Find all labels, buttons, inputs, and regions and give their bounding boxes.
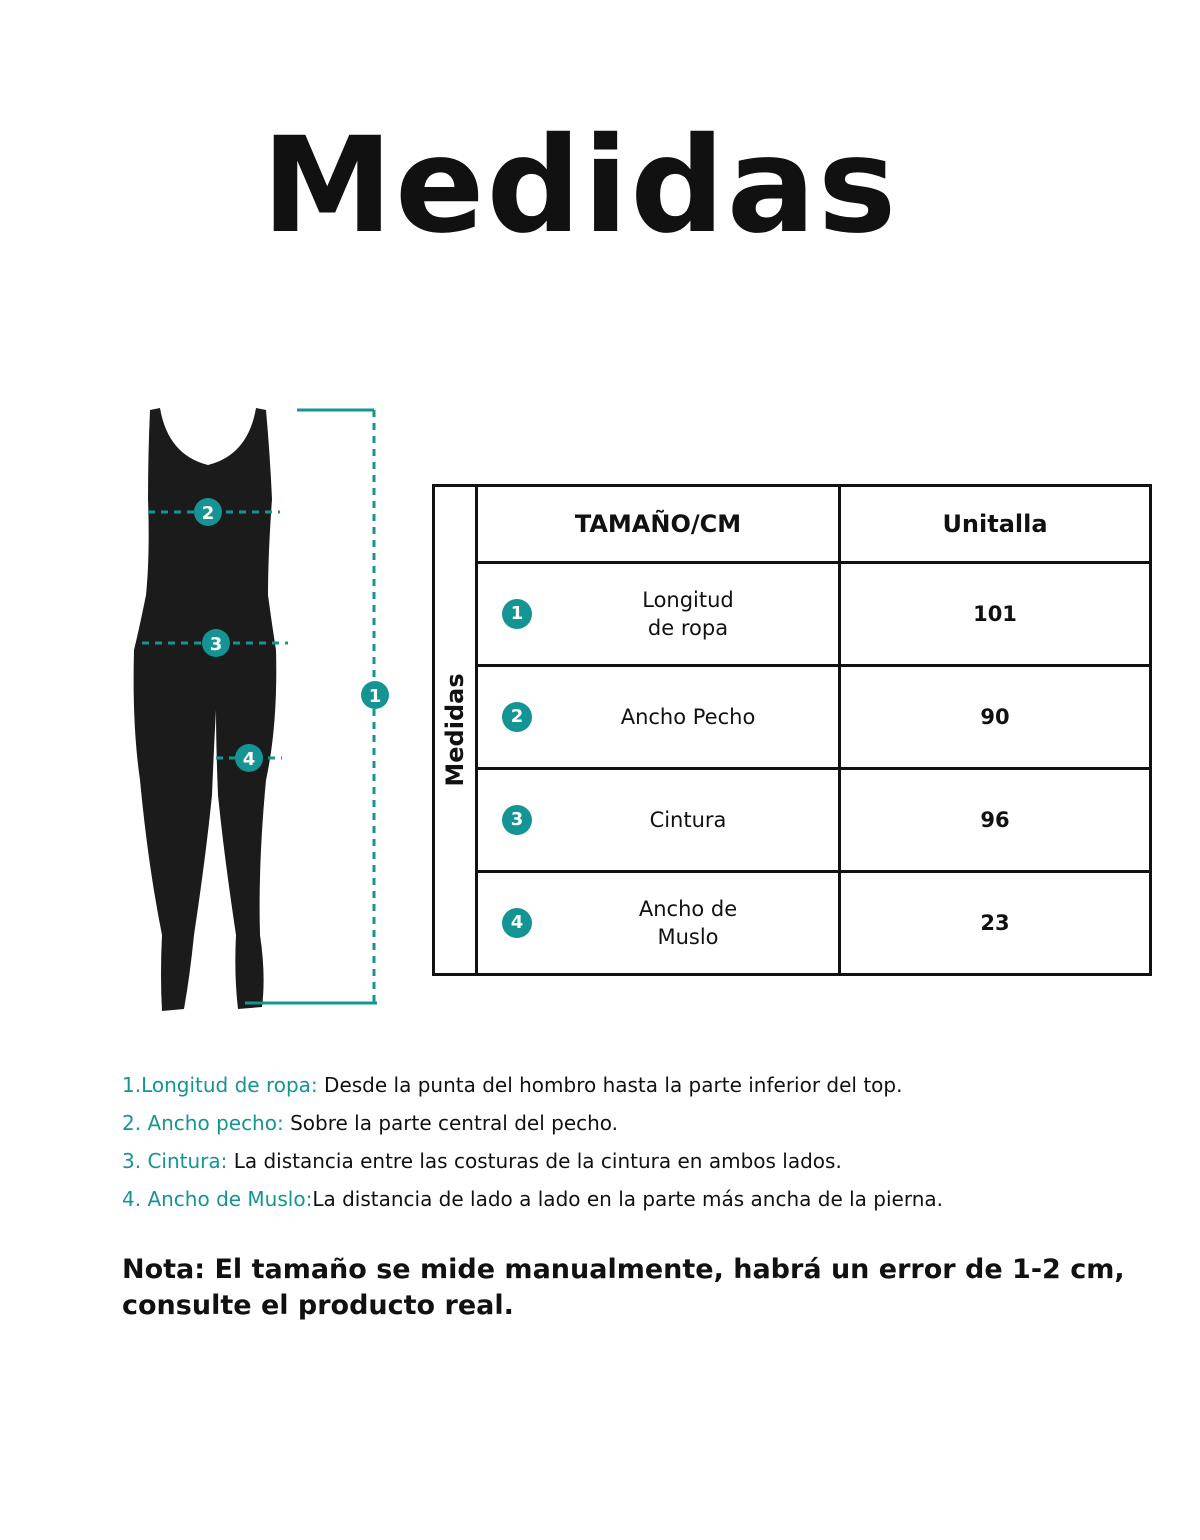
page-title: Medidas — [261, 109, 899, 263]
definition-term: 3. Cintura: — [122, 1149, 228, 1173]
jumpsuit-illustration — [120, 395, 410, 1025]
marker-1 — [361, 681, 389, 709]
row-name-cell — [477, 872, 840, 975]
side-label: Medidas — [441, 673, 469, 787]
definition-text: Sobre la parte central del pecho. — [283, 1111, 619, 1135]
note-text: Nota: El tamaño se mide manualmente, habrá un error de 1-2 cm, consulte el producto real. — [122, 1254, 1125, 1321]
row-label: Ancho Pecho — [620, 705, 756, 729]
definition-item — [122, 1066, 1162, 1104]
row-label: Longitud de ropa — [642, 588, 734, 640]
svg-text:4: 4 — [242, 749, 256, 770]
marker-2 — [194, 498, 222, 526]
definition-text: La distancia entre las costuras de la cintura en ambos lados. — [227, 1149, 842, 1173]
number-badge: 3 — [502, 805, 532, 835]
row-value: 101 — [840, 563, 1151, 666]
marker-4 — [235, 744, 263, 772]
definition-item — [122, 1180, 1162, 1218]
svg-text:2: 2 — [201, 503, 215, 524]
row-value: 90 — [840, 666, 1151, 769]
definition-term: 4. Ancho de Muslo: — [122, 1187, 313, 1211]
row-name-cell — [477, 769, 840, 872]
row-name-cell — [477, 563, 840, 666]
definition-text: Desde la punta del hombro hasta la parte inferior del top. — [317, 1073, 903, 1097]
row-value: 96 — [840, 769, 1151, 872]
table-row — [434, 769, 1151, 872]
definition-item — [122, 1142, 1162, 1180]
definition-term: 1.Longitud de ropa: — [122, 1073, 318, 1097]
size-table — [432, 484, 1152, 976]
table-row — [434, 666, 1151, 769]
svg-text:3: 3 — [209, 634, 223, 655]
definition-item — [122, 1104, 1162, 1142]
row-value: 23 — [840, 872, 1151, 975]
row-name-cell — [477, 666, 840, 769]
header-unitalla: Unitalla — [840, 486, 1151, 563]
number-badge: 2 — [502, 702, 532, 732]
row-label: Cintura — [649, 808, 727, 832]
row-label: Ancho de Muslo — [638, 897, 738, 949]
definitions-list — [122, 1066, 1162, 1218]
header-size: TAMAÑO/CM — [477, 486, 840, 563]
number-badge: 1 — [502, 599, 532, 629]
table-header-row — [434, 486, 1151, 563]
svg-text:1: 1 — [368, 686, 382, 707]
definition-text: La distancia de lado a lado en la parte más ancha de la pierna. — [312, 1187, 944, 1211]
definition-term: 2. Ancho pecho: — [122, 1111, 284, 1135]
marker-3 — [202, 629, 230, 657]
side-label-cell — [434, 486, 477, 975]
number-badge: 4 — [502, 908, 532, 938]
table-row — [434, 563, 1151, 666]
table-row — [434, 872, 1151, 975]
